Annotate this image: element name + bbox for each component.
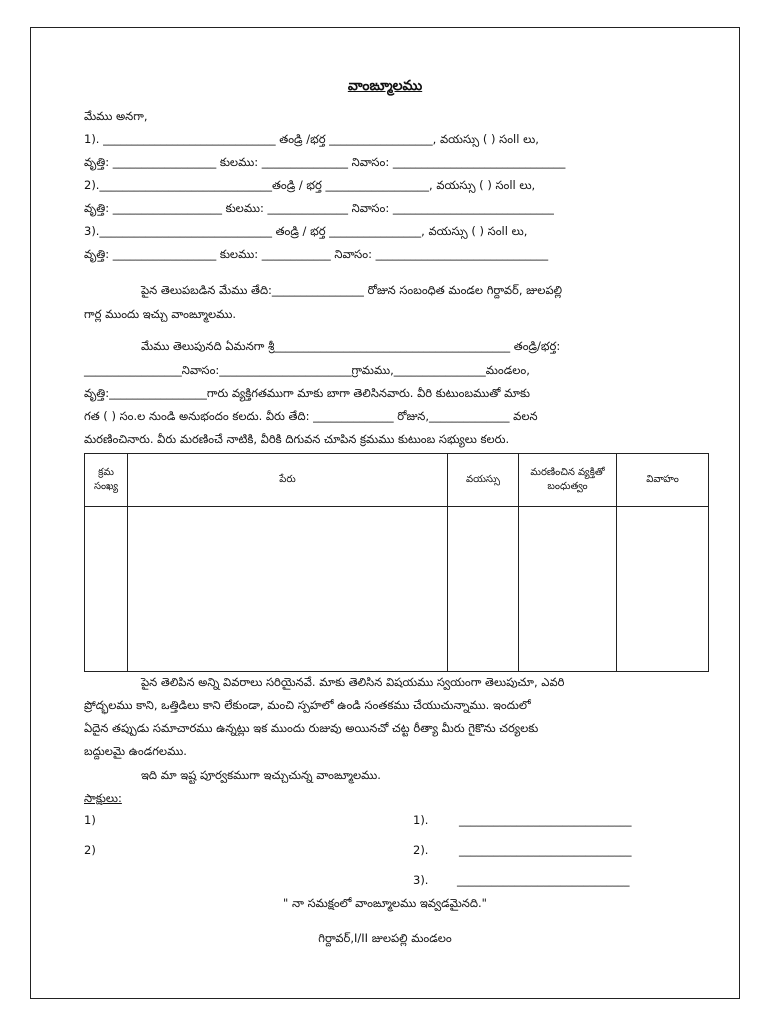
para2-line-4: గత ( ) సం.ల నుండి అనుభందం కలదు. వీరు తేది: ______________ రోజున,______________ వలన bbox=[84, 409, 538, 423]
document-title: వాంఙ్మూలము bbox=[347, 78, 423, 94]
name-header: పేరు bbox=[128, 454, 448, 507]
table-row bbox=[85, 507, 709, 672]
para3-line-4: బద్దులమై ఉండగలము. bbox=[84, 744, 187, 758]
attestation-statement: " నా సమక్షంలో వాంఙ్మూలము ఇవ్వడమైనది." bbox=[283, 896, 487, 910]
signatory-1-line: ______________________________ bbox=[459, 813, 632, 827]
person-1-line-2: వృత్తి: __________________ కులము: _______________ నివాసం: ______________________________ bbox=[84, 155, 566, 169]
signatory-1-label: 1). bbox=[413, 813, 429, 827]
person-2-line-2: వృత్తి: ___________________ కులము: ______________ నివాసం: ____________________________ bbox=[84, 201, 554, 215]
witness-2-label: 2) bbox=[84, 843, 96, 857]
para2-line-3: వృత్తి:_________________గారు వ్యక్తిగతముగా మాకు బాగా తెలిసినవారు. వీరి కుటుంబముతో మాకు bbox=[84, 386, 531, 400]
person-2-line-1: 2).______________________________తండ్రి / భర్త __________________, వయస్సు ( ) సంll లు, bbox=[84, 178, 536, 192]
para2-line-5: మరణించినారు. వీరు మరణించే నాటికి, వీరికి దిగువన చూపిన క్రమము కుటుంబ సభ్యులు కలరు. bbox=[84, 432, 510, 446]
witnesses-label: సాక్షులు: bbox=[84, 791, 122, 805]
para1-line-1: పైన తెలుపబడిన మేము తేది:________________ రోజున సంబంధిత మండల గిర్దావర్, జులపల్లి bbox=[141, 283, 563, 297]
para2-line-1: మేము తెలుపునది ఏమనగా శ్రీ_________________________________________ తండ్రి/భర్త: bbox=[141, 339, 561, 353]
para3-line-2: ప్రోద్భలము కాని, ఒత్తిడిలు కాని లేకుండా, మంచి స్పహలో ఉండి సంతకము చేయుచున్నాము. ఇందులో bbox=[84, 698, 531, 712]
signatory-2-line: ______________________________ bbox=[459, 843, 632, 857]
para2-line-2: _________________నివాసం:_______________________గ్రామము,________________మండలం, bbox=[84, 363, 530, 377]
document-page bbox=[30, 27, 740, 999]
name-cell[interactable] bbox=[128, 507, 448, 672]
marital-status-cell[interactable] bbox=[617, 507, 709, 672]
marital-status-header: వివాహం bbox=[617, 454, 709, 507]
table-header-row bbox=[85, 454, 709, 507]
serial-number-header: క్రమ సంఖ్య bbox=[85, 454, 128, 507]
para3-line-3: ఏదైన తప్పుడు సమాచారము ఉన్నట్లు ఇక ముందు రుజువు అయినచో చట్ట రీత్యా మీరు గైకొను చర్యలకు bbox=[84, 721, 539, 735]
signatory-3-line: ______________________________ bbox=[457, 873, 630, 887]
person-1-line-1: 1). ______________________________ తండ్రి /భర్త __________________, వయస్సు ( ) సంll లు, bbox=[84, 132, 539, 146]
relationship-header: మరణించిన వ్యక్తితో బంధుత్వం bbox=[519, 454, 617, 507]
person-3-line-1: 3).______________________________ తండ్రి / భర్త ________________, వయస్సు ( ) సంll లు, bbox=[84, 224, 528, 238]
family-members-table bbox=[84, 453, 709, 672]
declaration-line: ఇది మా ఇష్ట పూర్వకముగా ఇచ్చుచున్న వాంఙ్మూలము. bbox=[141, 768, 381, 782]
signatory-2-label: 2). bbox=[413, 843, 429, 857]
relationship-cell[interactable] bbox=[519, 507, 617, 672]
serial-number-cell[interactable] bbox=[85, 507, 128, 672]
witness-1-label: 1) bbox=[84, 813, 96, 827]
signatory-3-label: 3). bbox=[413, 873, 429, 887]
intro-text: మేము అనగా, bbox=[84, 109, 148, 123]
person-3-line-2: వృత్తి: __________________ కులము: ____________ నివాసం: ______________________________ bbox=[84, 247, 549, 261]
officer-designation: గిర్దావర్,I/II జులపల్లి మండలం bbox=[318, 931, 452, 945]
age-header: వయస్సు bbox=[448, 454, 519, 507]
para1-line-2: గార్ల ముందు ఇచ్చు వాంఙ్మూలము. bbox=[84, 307, 236, 321]
para3-line-1: పైన తెలిపిన అన్ని వివరాలు సరియైనవే. మాకు తెలిసిన విషయము స్వయంగా తెలుపుచూ, ఎవరి bbox=[141, 675, 565, 689]
age-cell[interactable] bbox=[448, 507, 519, 672]
